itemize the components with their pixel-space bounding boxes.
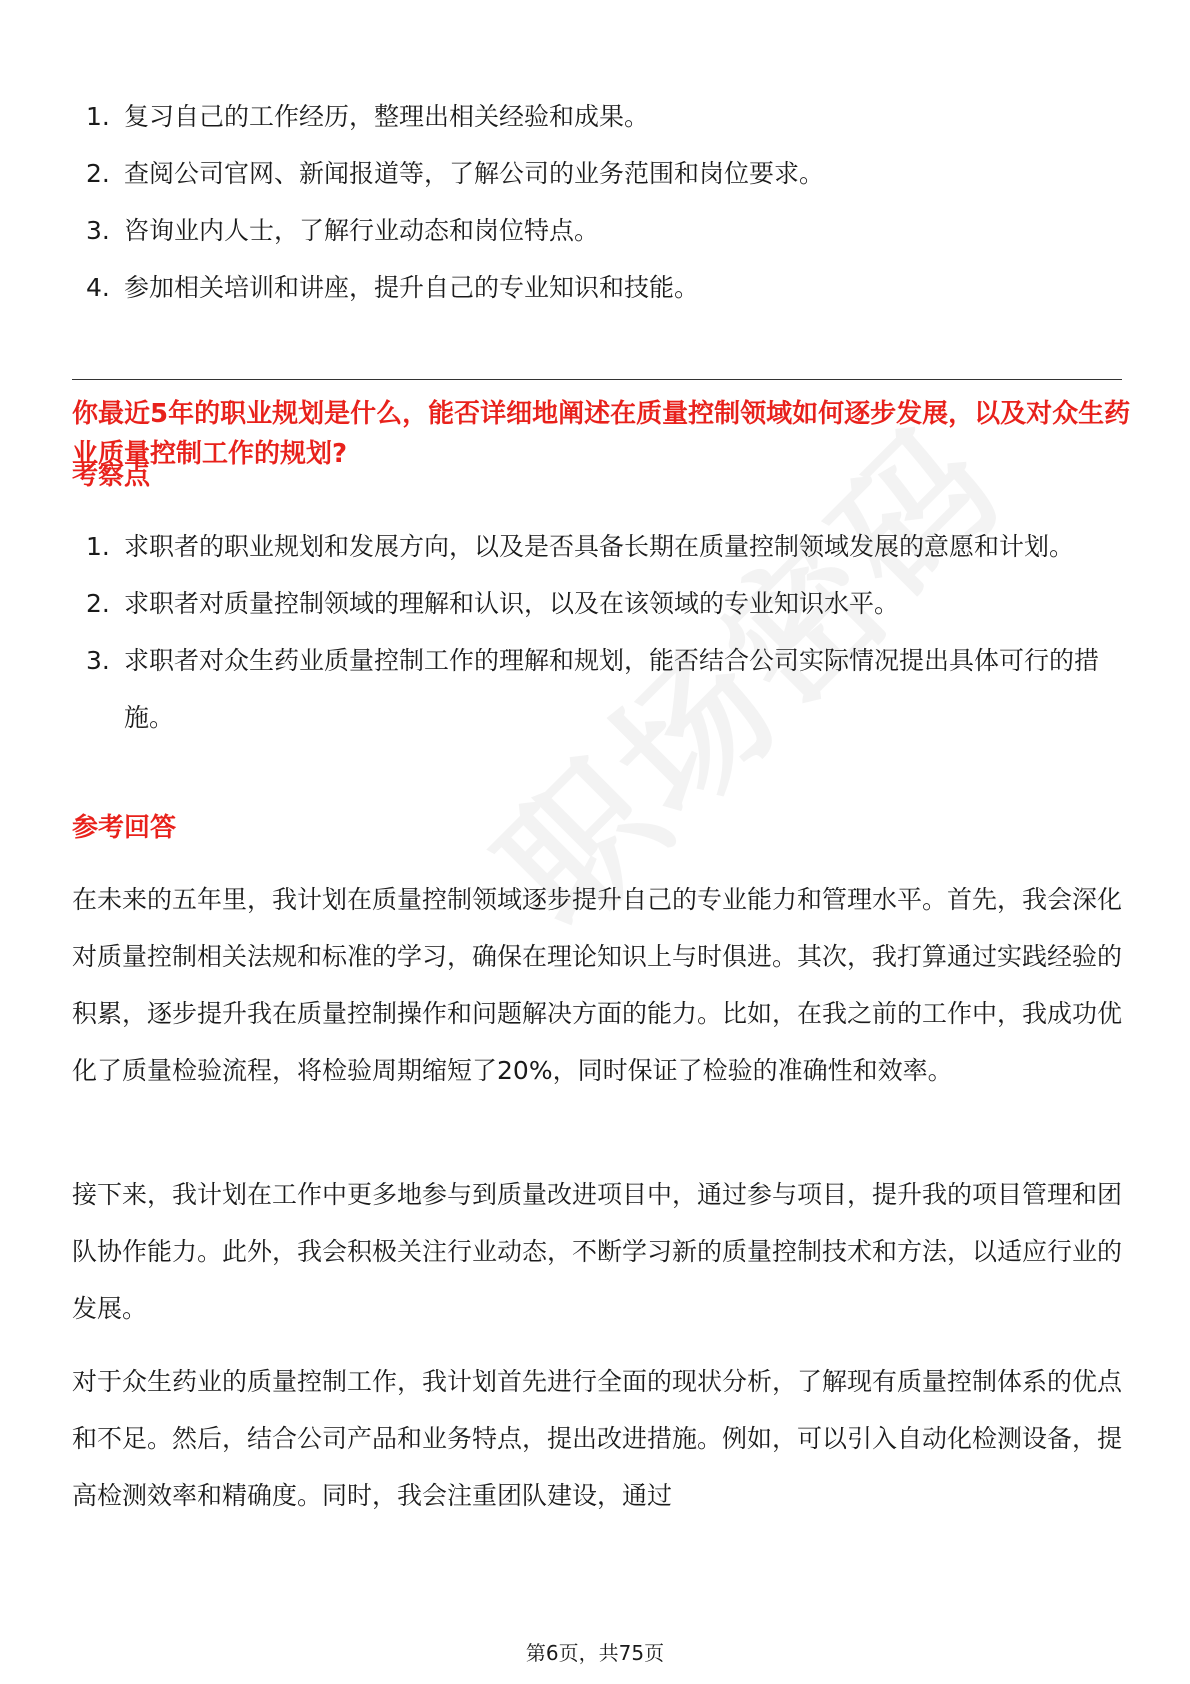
focus-list: [72, 518, 1122, 746]
answer-paragraph: 在未来的五年里，我计划在质量控制领域逐步提升自己的专业能力和管理水平。首先，我会深化对质量控制相关法规和标准的学习，确保在理论知识上与时俱进。其次，我打算通过实践经验的积累，逐步提升我在质量控制操作和问题解决方面的能力。比如，在我之前的工作中，我成功优化了质量检验流程，将检验周期缩短了20%，同时保证了检验的准确性和效率。: [72, 885, 1123, 1085]
page-number: 第6页，共75页: [525, 1641, 665, 1665]
preparation-list: [72, 88, 1122, 316]
answer-paragraph: 对于众生药业的质量控制工作，我计划首先进行全面的现状分析，了解现有质量控制体系的优点和不足。然后，结合公司产品和业务特点，提出改进措施。例如，可以引入自动化检测设备，提高检测效率和精确度。同时，我会注重团队建设，通过: [72, 1367, 1123, 1510]
list-item: 3. 咨询业内人士，了解行业动态和岗位特点。: [86, 216, 600, 245]
list-item: 2. 查阅公司官网、新闻报道等，了解公司的业务范围和岗位要求。: [86, 159, 825, 188]
list-item: 2. 求职者对质量控制领域的理解和认识，以及在该领域的专业知识水平。: [86, 589, 900, 618]
question-heading: 你最近5年的职业规划是什么，能否详细地阐述在质量控制领域如何逐步发展，以及对众生药业质量控制工作的规划?: [72, 399, 1131, 469]
answer-paragraph: 接下来，我计划在工作中更多地参与到质量改进项目中，通过参与项目，提升我的项目管理和团队协作能力。此外，我会积极关注行业动态，不断学习新的质量控制技术和方法，以适应行业的发展。: [72, 1180, 1123, 1323]
list-item: 4. 参加相关培训和讲座，提升自己的专业知识和技能。: [86, 273, 700, 302]
focus-heading: 考察点: [72, 461, 151, 491]
section-divider: [72, 379, 1122, 380]
list-item: 3. 求职者对众生药业质量控制工作的理解和规划，能否结合公司实际情况提出具体可行的措施。: [86, 646, 1100, 732]
answer-heading: 参考回答: [72, 813, 177, 843]
list-item: 1. 求职者的职业规划和发展方向，以及是否具备长期在质量控制领域发展的意愿和计划。: [86, 532, 1075, 561]
list-item: 1. 复习自己的工作经历，整理出相关经验和成果。: [86, 102, 650, 131]
